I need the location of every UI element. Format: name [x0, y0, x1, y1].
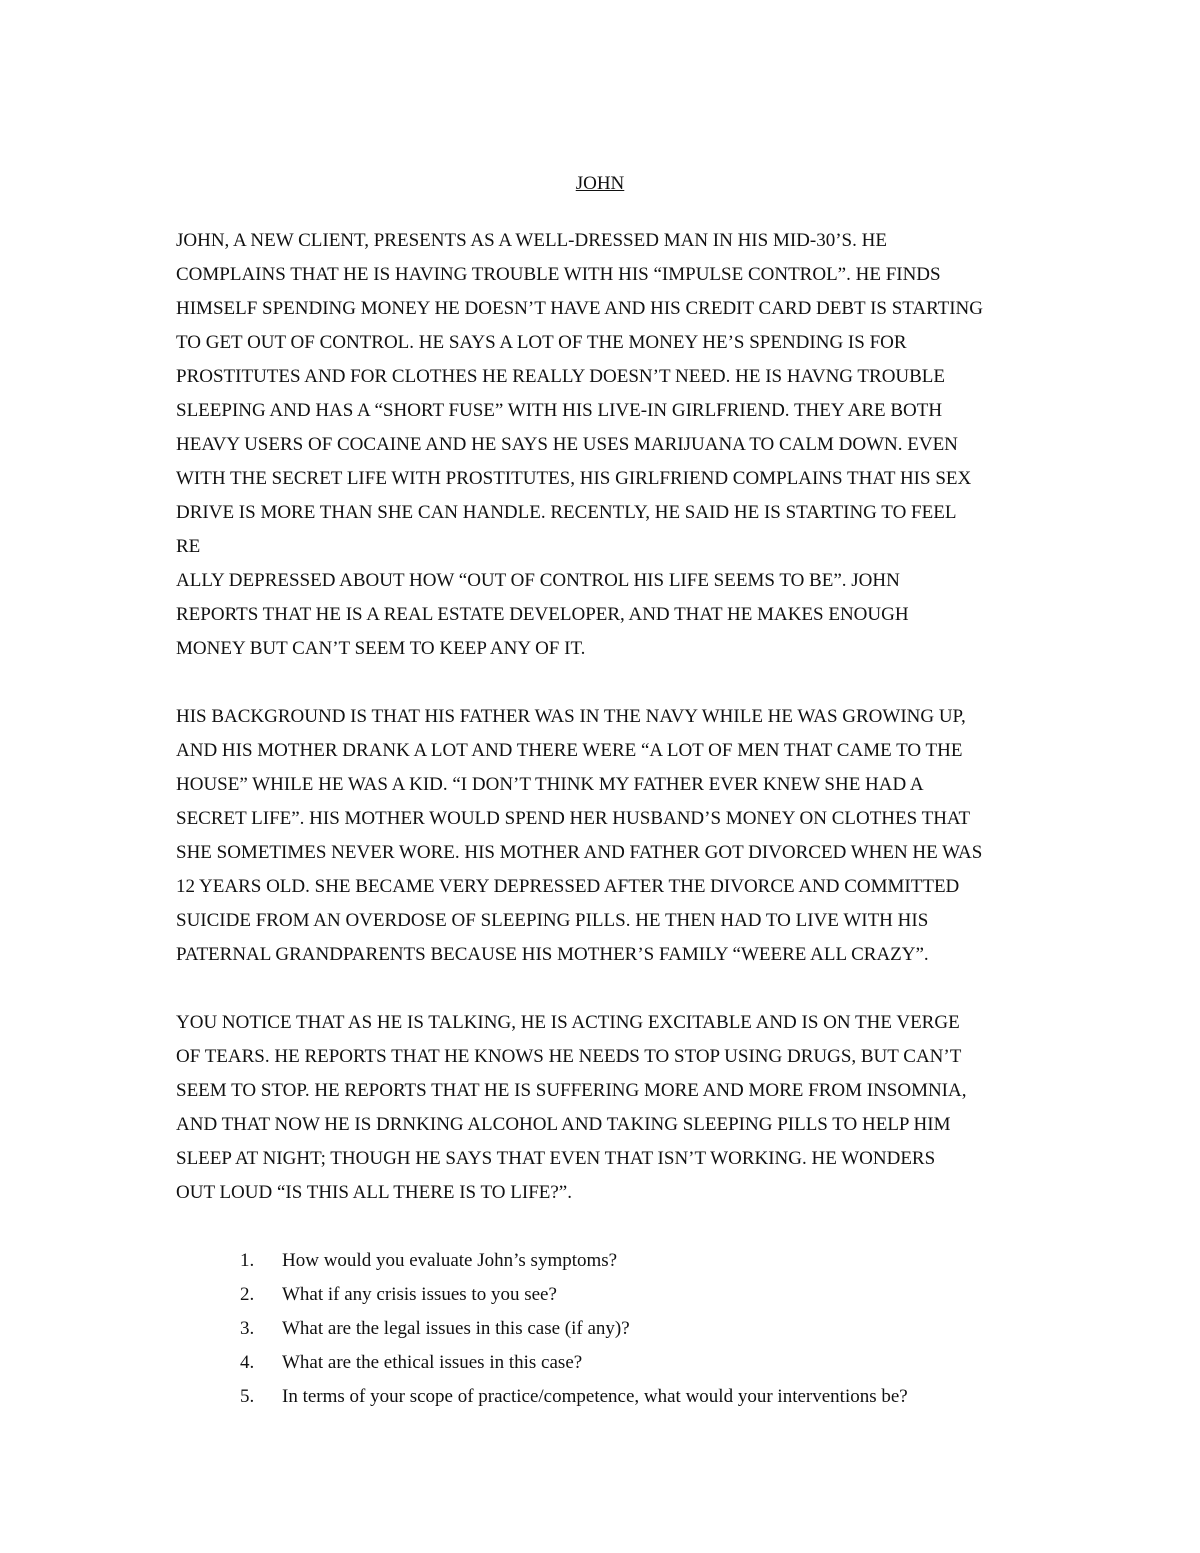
question-text: What are the ethical issues in this case?: [282, 1352, 583, 1373]
question-number: 2.: [240, 1284, 255, 1305]
question-number: 4.: [240, 1352, 255, 1373]
paragraph-line: SLEEPING AND HAS A “SHORT FUSE” WITH HIS LIVE-IN GIRLFRIEND. THEY ARE BOTH: [176, 400, 943, 421]
paragraph-line: ALLY DEPRESSED ABOUT HOW “OUT OF CONTROL HIS LIFE SEEMS TO BE”. JOHN: [176, 570, 900, 591]
question-item: [240, 1278, 1140, 1312]
paragraph-line: HIMSELF SPENDING MONEY HE DOESN’T HAVE AND HIS CREDIT CARD DEBT IS STARTING: [176, 298, 983, 319]
paragraph-line: 12 YEARS OLD. SHE BECAME VERY DEPRESSED AFTER THE DIVORCE AND COMMITTED: [176, 876, 960, 897]
paragraph-line: SUICIDE FROM AN OVERDOSE OF SLEEPING PILLS. HE THEN HAD TO LIVE WITH HIS: [176, 910, 929, 931]
paragraph-line: SHE SOMETIMES NEVER WORE. HIS MOTHER AND FATHER GOT DIVORCED WHEN HE WAS: [176, 842, 983, 863]
question-list: [240, 1244, 1140, 1414]
paragraph-line: WITH THE SECRET LIFE WITH PROSTITUTES, HIS GIRLFRIEND COMPLAINS THAT HIS SEX: [176, 468, 972, 489]
paragraph-background: [176, 700, 1036, 972]
paragraph-line: COMPLAINS THAT HE IS HAVING TROUBLE WITH HIS “IMPULSE CONTROL”. HE FINDS: [176, 264, 941, 285]
paragraph-line: YOU NOTICE THAT AS HE IS TALKING, HE IS ACTING EXCITABLE AND IS ON THE VERGE: [176, 1012, 960, 1033]
paragraph-line: RE: [176, 536, 201, 557]
question-text: What are the legal issues in this case (if any)?: [282, 1318, 630, 1339]
paragraph-line: JOHN, A NEW CLIENT, PRESENTS AS A WELL-DRESSED MAN IN HIS MID-30’S. HE: [176, 230, 887, 251]
paragraph-line: DRIVE IS MORE THAN SHE CAN HANDLE. RECENTLY, HE SAID HE IS STARTING TO FEEL: [176, 502, 957, 523]
question-item: [240, 1346, 1140, 1380]
question-item: [240, 1380, 1140, 1414]
paragraph-line: HIS BACKGROUND IS THAT HIS FATHER WAS IN THE NAVY WHILE HE WAS GROWING UP,: [176, 706, 966, 727]
paragraph-observation: [176, 1006, 1036, 1210]
question-item: [240, 1244, 1140, 1278]
question-text: In terms of your scope of practice/competence, what would your interventions be?: [282, 1386, 908, 1407]
paragraph-presentation: [176, 224, 1036, 666]
question-item: [240, 1312, 1140, 1346]
paragraph-line: AND HIS MOTHER DRANK A LOT AND THERE WERE “A LOT OF MEN THAT CAME TO THE: [176, 740, 963, 761]
paragraph-line: HEAVY USERS OF COCAINE AND HE SAYS HE USES MARIJUANA TO CALM DOWN. EVEN: [176, 434, 958, 455]
paragraph-line: SECRET LIFE”. HIS MOTHER WOULD SPEND HER HUSBAND’S MONEY ON CLOTHES THAT: [176, 808, 971, 829]
paragraph-line: TO GET OUT OF CONTROL. HE SAYS A LOT OF THE MONEY HE’S SPENDING IS FOR: [176, 332, 907, 353]
paragraph-line: PATERNAL GRANDPARENTS BECAUSE HIS MOTHER’S FAMILY “WEERE ALL CRAZY”.: [176, 944, 929, 965]
paragraph-line: OF TEARS. HE REPORTS THAT HE KNOWS HE NEEDS TO STOP USING DRUGS, BUT CAN’T: [176, 1046, 962, 1067]
question-number: 3.: [240, 1318, 255, 1339]
paragraph-line: HOUSE” WHILE HE WAS A KID. “I DON’T THINK MY FATHER EVER KNEW SHE HAD A: [176, 774, 924, 795]
document-title: JOHN: [575, 173, 625, 194]
paragraph-line: SLEEP AT NIGHT; THOUGH HE SAYS THAT EVEN THAT ISN’T WORKING. HE WONDERS: [176, 1148, 936, 1169]
question-number: 1.: [240, 1250, 255, 1271]
paragraph-line: OUT LOUD “IS THIS ALL THERE IS TO LIFE?”.: [176, 1182, 572, 1203]
question-text: How would you evaluate John’s symptoms?: [282, 1250, 618, 1271]
paragraph-line: MONEY BUT CAN’T SEEM TO KEEP ANY OF IT.: [176, 638, 586, 659]
question-number: 5.: [240, 1386, 255, 1407]
paragraph-line: REPORTS THAT HE IS A REAL ESTATE DEVELOPER, AND THAT HE MAKES ENOUGH: [176, 604, 909, 625]
paragraph-line: PROSTITUTES AND FOR CLOTHES HE REALLY DOESN’T NEED. HE IS HAVNG TROUBLE: [176, 366, 946, 387]
paragraph-line: SEEM TO STOP. HE REPORTS THAT HE IS SUFFERING MORE AND MORE FROM INSOMNIA,: [176, 1080, 967, 1101]
question-text: What if any crisis issues to you see?: [282, 1284, 557, 1305]
paragraph-line: AND THAT NOW HE IS DRNKING ALCOHOL AND TAKING SLEEPING PILLS TO HELP HIM: [176, 1114, 951, 1135]
